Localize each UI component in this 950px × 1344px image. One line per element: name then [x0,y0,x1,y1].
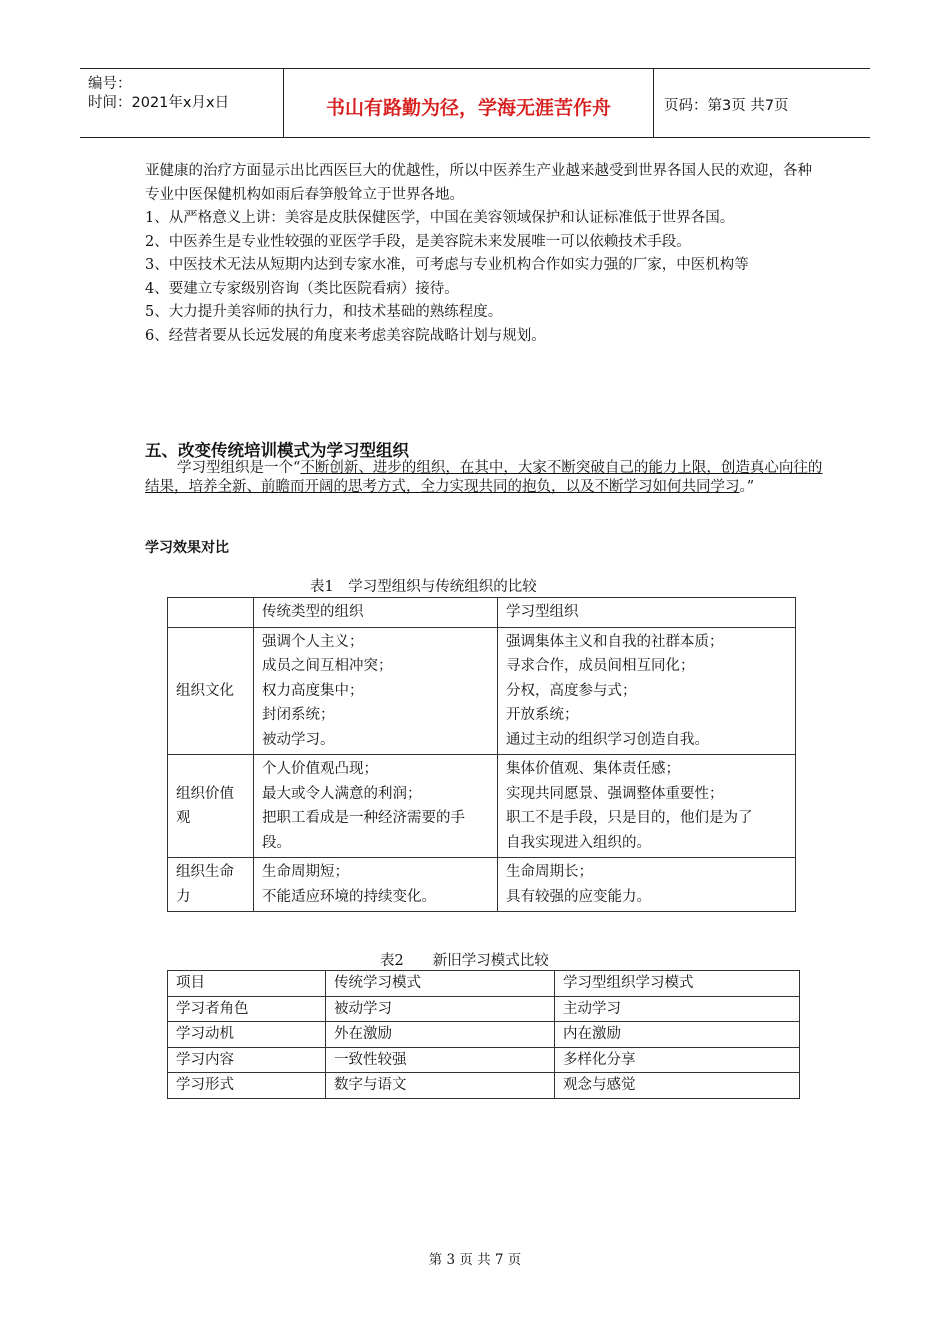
table-cell [254,858,498,912]
table-cell [254,755,498,858]
table1-caption: 表1 学习型组织与传统组织的比较 [310,579,537,595]
table-cell: 多样化分享 [555,1047,800,1073]
table-cell: 外在激励 [326,1022,555,1048]
cell-line: 个人价值观凸现； [262,761,378,777]
table-header-cell: 传统类型的组织 [254,598,498,628]
page-info: 页码：第3页 共7页 [664,98,789,114]
subsection-title: 学习效果对比 [145,540,229,556]
page-header [80,68,870,138]
cell-line: 生命周期长； [506,864,593,880]
number-label: 编号： [88,76,132,92]
table-row [168,971,800,997]
cell-line: 成员之间互相冲突； [262,658,393,674]
cell-line: 强调个人主义； [262,633,364,650]
cell-line: 权力高度集中； [262,682,364,699]
table-header-cell: 项目 [168,971,326,997]
table-cell [498,627,796,755]
cell-line: 封闭系统； [262,707,335,723]
list-item: 2、中医养生是专业性较强的亚医学手段，是美容院未来发展唯一可以依赖技术手段。 [145,233,691,250]
motto: 书山有路勤为径，学海无涯苦作舟 [325,97,611,119]
cell-line: 实现共同愿景、强调整体重要性； [506,785,724,802]
cell-line: 最大或令人满意的利润； [262,785,422,802]
list-item: 5、大力提升美容师的执行力，和技术基础的熟练程度。 [145,304,503,320]
cell-line: 职工不是手段，只是目的，他们是为了 [506,810,753,826]
cell-line: 自我实现进入组织的。 [506,834,651,851]
cell-line: 被动学习。 [262,731,335,748]
table-header-cell: 学习型组织学习模式 [555,971,800,997]
table-cell: 学习形式 [168,1073,326,1099]
cell-line: 强调集体主义和自我的社群本质； [506,633,724,650]
cell-line: 不能适应环境的持续变化。 [262,888,436,905]
intro-block [145,160,825,348]
section-title: 五、改变传统培训模式为学习型组织 [145,441,409,460]
table-row [168,1047,800,1073]
table-row [168,598,796,628]
list-item: 3、中医技术无法从短期内达到专家水准，可考虑与专业机构合作如实力强的厂家，中医机构等 [145,257,749,273]
table-header-cell: 学习型组织 [498,598,796,628]
quote-prefix: 学习型组织是一个“ [177,460,301,476]
table-row [168,1022,800,1048]
cell-line: 具有较强的应变能力。 [506,888,651,905]
list-item: 6、经营者要从长远发展的角度来考虑美容院战略计划与规划。 [145,327,546,344]
page-footer: 第 3 页 共 7 页 [428,1252,522,1268]
time-label: 时间：2021年x月x日 [88,95,230,111]
quote-body: 不断创新、进步的组织，在其中，大家不断突破自己的能力上限，创造真心向往的结果，培养全新、前瞻而开阔的思考方式，全力实现共同的抱负，以及不断学习如何共同学习 [145,460,823,495]
table-cell [254,627,498,755]
cell-line: 集体价值观、集体责任感； [506,761,680,777]
table-cell: 学习者角色 [168,996,326,1022]
table-cell [498,755,796,858]
row-label: 组织文化 [168,627,254,755]
table-cell [498,858,796,912]
table-row [168,1073,800,1099]
section-quote [145,459,830,497]
comparison-table-2 [167,970,800,1099]
cell-line: 寻求合作，成员间相互同化； [506,658,695,674]
quote-suffix: 。” [739,479,755,495]
list-item: 4、要建立专家级别咨询（类比医院看病）接待。 [145,280,459,297]
table-cell: 观念与感觉 [555,1073,800,1099]
header-divider [653,69,654,137]
header-meta [88,75,229,113]
cell-line: 分权，高度参与式； [506,682,637,699]
table-cell: 学习内容 [168,1047,326,1073]
table-row [168,858,796,912]
cell-line: 把职工看成是一种经济需要的手段。 [262,810,465,851]
intro-paragraph: 亚健康的治疗方面显示出比西医巨大的优越性，所以中医养生产业越来越受到世界各国人民的欢迎，各种专业中医保健机构如雨后春笋般耸立于世界各地。 [145,163,812,203]
row-label: 组织价值观 [168,755,254,858]
cell-line: 开放系统； [506,707,579,723]
cell-line: 通过主动的组织学习创造自我。 [506,731,709,748]
table-row [168,996,800,1022]
table-cell: 学习动机 [168,1022,326,1048]
table-header-cell [168,598,254,628]
list-item: 1、从严格意义上讲：美容是皮肤保健医学，中国在美容领域保护和认证标准低于世界各国。 [145,210,735,226]
table-cell: 一致性较强 [326,1047,555,1073]
table-row [168,627,796,755]
comparison-table-1 [167,597,796,912]
table-cell: 被动学习 [326,996,555,1022]
table-row [168,755,796,858]
table2-caption: 表2 新旧学习模式比较 [380,953,549,969]
table-header-cell: 传统学习模式 [326,971,555,997]
table-cell: 数字与语文 [326,1073,555,1099]
row-label: 组织生命力 [168,858,254,912]
table-cell: 内在激励 [555,1022,800,1048]
table-cell: 主动学习 [555,996,800,1022]
cell-line: 生命周期短； [262,864,349,880]
